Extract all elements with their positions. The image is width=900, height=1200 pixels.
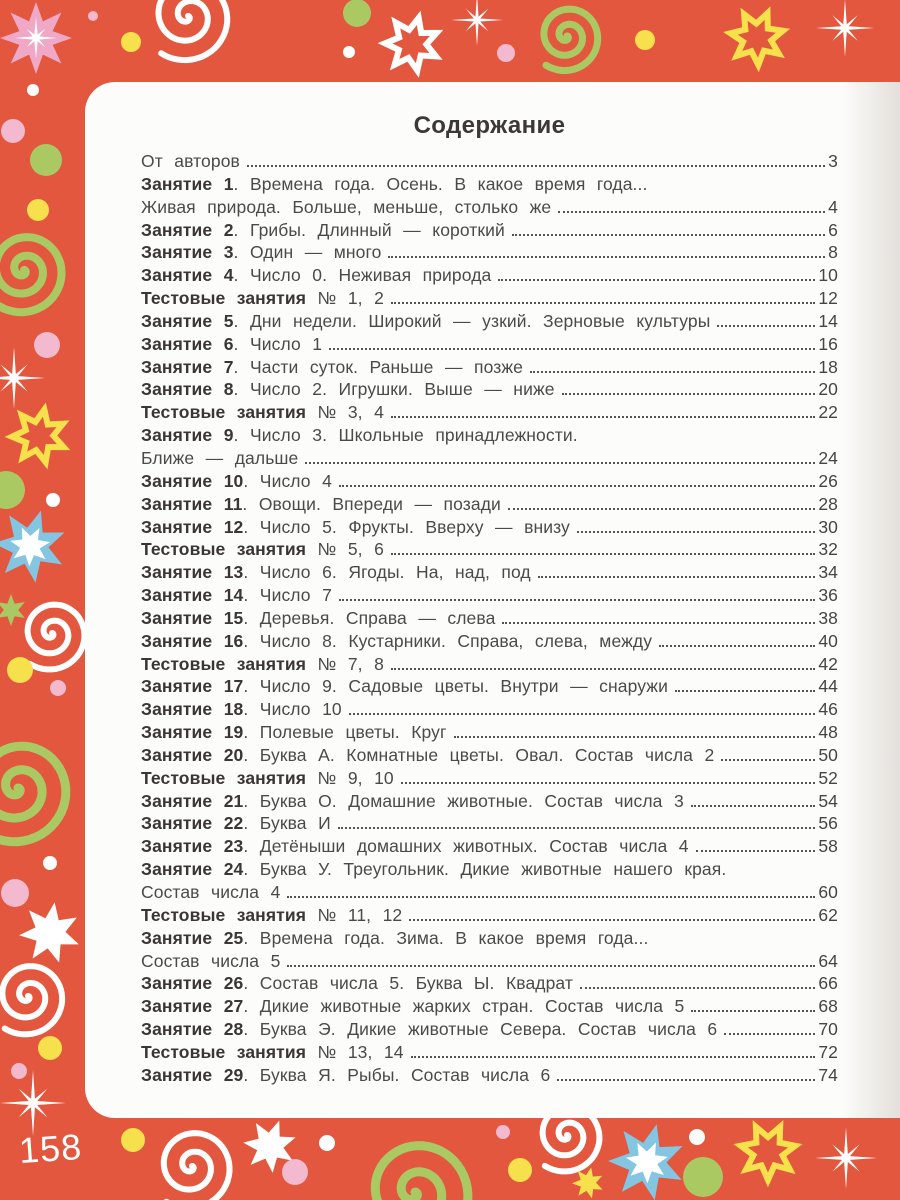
toc-entry-page: 32 <box>818 539 838 560</box>
toc-entry-title: Занятие 18. Число 10 <box>141 699 342 720</box>
toc-entry-page: 62 <box>818 904 838 925</box>
dot-leader <box>502 622 815 624</box>
toc-entry <box>141 790 838 813</box>
star-icon <box>0 0 74 76</box>
dot-icon <box>1 119 25 143</box>
toc-entry <box>141 1064 838 1087</box>
toc-entry <box>141 1018 838 1041</box>
dot-leader <box>724 1033 815 1035</box>
dot-leader <box>696 850 816 852</box>
toc-entry-page: 6 <box>828 219 838 240</box>
star-icon <box>719 0 795 76</box>
spiral-icon <box>134 0 242 70</box>
dot-icon <box>343 0 371 27</box>
toc-entry <box>141 287 838 310</box>
toc-entry <box>141 493 838 516</box>
dot-icon <box>689 1129 705 1145</box>
dot-leader <box>409 919 815 921</box>
toc-entry <box>141 470 838 493</box>
dot-leader <box>580 987 815 989</box>
star-icon <box>729 1113 807 1191</box>
toc-entry <box>141 653 838 676</box>
spiral-icon <box>342 1119 488 1200</box>
star-icon <box>374 6 450 82</box>
dot-leader <box>512 234 825 236</box>
toc-entry-title: Занятие 2. Грибы. Длинный — короткий <box>141 219 505 240</box>
star-icon <box>606 1121 688 1200</box>
toc-entry-page: 8 <box>828 242 838 263</box>
toc-entry <box>141 995 838 1018</box>
toc-entry-title: Занятие 21. Буква О. Домашние животные. Состав числа 3 <box>141 790 684 811</box>
toc-entry-page: 42 <box>818 653 838 674</box>
dot-leader <box>401 782 816 784</box>
toc-entry <box>141 561 838 584</box>
toc-entry <box>141 447 838 470</box>
toc-entry-title: Занятие 25. Времена года. Зима. В какое время года... <box>141 927 649 948</box>
toc-entry-page: 38 <box>818 607 838 628</box>
toc-entry-page: 18 <box>818 356 838 377</box>
toc-entry-page: 34 <box>818 562 838 583</box>
toc-entry-title: Состав числа 5 <box>141 950 281 971</box>
dot-leader <box>391 416 815 418</box>
toc-entry-title: Занятие 8. Число 2. Игрушки. Выше — ниже <box>141 379 555 400</box>
toc-entry <box>141 767 838 790</box>
toc-entry <box>141 378 838 401</box>
dot-leader <box>557 1079 815 1081</box>
dot-leader <box>329 348 815 350</box>
dot-leader <box>691 805 816 807</box>
dot-leader <box>339 485 815 487</box>
toc-entry <box>141 150 838 173</box>
toc-entry <box>141 264 838 287</box>
dot-leader <box>305 462 815 464</box>
dot-leader <box>411 1056 816 1058</box>
dot-leader <box>577 531 815 533</box>
toc-entry <box>141 173 838 196</box>
toc-entry <box>141 333 838 356</box>
toc-entry-page: 24 <box>818 447 838 468</box>
spiral-icon <box>522 0 612 81</box>
toc-entry <box>141 356 838 379</box>
dot-icon <box>38 1036 62 1060</box>
dot-leader <box>562 393 816 395</box>
toc-entry-title: Занятие 12. Число 5. Фрукты. Вверху — внизу <box>141 516 570 537</box>
toc-entry-title: Занятие 4. Число 0. Неживая природа <box>141 265 492 286</box>
spiral-icon <box>0 948 76 1044</box>
toc-entry-title: Занятие 10. Число 4 <box>141 470 332 491</box>
toc-entry-page: 10 <box>818 265 838 286</box>
dot-icon <box>50 680 66 696</box>
dot-icon <box>0 471 25 509</box>
toc-entry-title: Тестовые занятия № 11, 12 <box>141 904 403 925</box>
toc-entry-page: 4 <box>828 196 838 217</box>
toc-entry-title: Занятие 17. Число 9. Садовые цветы. Внутри — снаружи <box>141 676 668 697</box>
dot-leader <box>717 325 815 327</box>
toc-entry <box>141 927 838 950</box>
toc-entry <box>141 607 838 630</box>
toc-entry-title: Занятие 29. Буква Я. Рыбы. Состав числа 6 <box>141 1064 551 1085</box>
toc-entry-title: Занятие 20. Буква А. Комнатные цветы. Овал. Состав числа 2 <box>141 744 715 765</box>
dot-leader <box>691 1010 815 1012</box>
toc-entry-page: 30 <box>818 516 838 537</box>
dot-leader <box>659 645 815 647</box>
toc-entry <box>141 881 838 904</box>
toc-entry-page: 46 <box>818 699 838 720</box>
toc-entry-title: Занятие 22. Буква И <box>141 813 331 834</box>
sparkle-icon <box>813 1125 879 1191</box>
toc-entry <box>141 241 838 264</box>
toc-entry-title: От авторов <box>141 151 240 171</box>
toc-entry <box>141 196 838 219</box>
toc-entry-page: 12 <box>818 288 838 309</box>
toc-entry-page: 40 <box>818 630 838 651</box>
toc-entry <box>141 401 838 424</box>
toc-entry-page: 14 <box>818 310 838 331</box>
dot-icon <box>343 46 355 58</box>
toc-entry-page: 52 <box>818 767 838 788</box>
dot-icon <box>30 144 62 176</box>
star-icon <box>570 1165 606 1200</box>
toc-entry-title: Занятие 6. Число 1 <box>141 333 323 354</box>
toc-entry-page: 56 <box>818 813 838 834</box>
toc-entry <box>141 516 838 539</box>
dot-icon <box>7 657 33 683</box>
toc-entry-page: 20 <box>818 379 838 400</box>
toc-entry-title: Занятие 11. Овощи. Впереди — позади <box>141 493 501 514</box>
dot-icon <box>46 493 60 507</box>
sparkle-icon <box>449 0 505 48</box>
dot-leader <box>391 302 815 304</box>
dot-leader <box>558 211 825 213</box>
toc-content <box>141 112 838 1087</box>
toc-entry <box>141 744 838 767</box>
toc-entry-page: 68 <box>818 996 838 1017</box>
dot-leader <box>338 827 816 829</box>
toc-entry-title: Занятие 13. Число 6. Ягоды. На, над, под <box>141 562 531 583</box>
page-number: 158 <box>17 1125 84 1172</box>
toc-entry-title: Занятие 7. Части суток. Раньше — позже <box>141 356 523 377</box>
dot-icon <box>282 1159 308 1185</box>
dot-leader <box>508 508 815 510</box>
toc-entry-title: Занятие 28. Буква Э. Дикие животные Севера. Состав числа 6 <box>141 1019 718 1040</box>
dot-leader <box>339 599 815 601</box>
toc-entry <box>141 835 838 858</box>
dot-leader <box>388 256 825 258</box>
dot-icon <box>27 84 39 96</box>
dot-icon <box>319 1135 335 1151</box>
toc-entry-title: Занятие 14. Число 7 <box>141 585 332 606</box>
toc-entry <box>141 219 838 242</box>
dot-leader <box>721 759 815 761</box>
dot-leader <box>247 165 825 167</box>
dot-icon <box>496 1125 510 1139</box>
dot-leader <box>454 736 816 738</box>
dot-icon <box>683 1157 723 1197</box>
toc-entry-page: 48 <box>818 722 838 743</box>
dot-leader <box>538 576 816 578</box>
toc-entry <box>141 424 838 447</box>
toc-entry-title: Тестовые занятия № 9, 10 <box>141 767 394 788</box>
toc-entry <box>141 584 838 607</box>
spiral-icon <box>0 216 78 324</box>
toc-entry-page: 26 <box>818 470 838 491</box>
toc-entry-page: 16 <box>818 333 838 354</box>
toc-entry <box>141 630 838 653</box>
toc-entry-page: 50 <box>818 744 838 765</box>
toc-entry-title: Занятие 24. Буква У. Треугольник. Дикие животные нашего края. <box>141 859 727 880</box>
toc-entry-title: Занятие 1. Времена года. Осень. В какое время года... <box>141 173 648 194</box>
toc-entry-title: Занятие 26. Состав числа 5. Буква Ы. Квадрат <box>141 973 573 994</box>
dot-icon <box>635 30 655 50</box>
toc-entry-title: Тестовые занятия № 5, 6 <box>141 539 384 560</box>
toc-entry <box>141 950 838 973</box>
star-icon <box>1 398 77 474</box>
toc-entry-title: Ближе — дальше <box>141 447 299 468</box>
toc-entry-title: Занятие 15. Деревья. Справа — слева <box>141 607 496 628</box>
toc-entry-title: Состав числа 4 <box>141 882 281 902</box>
toc-entry-title: Тестовые занятия № 13, 14 <box>141 1041 404 1062</box>
toc-entry-page: 36 <box>818 585 838 606</box>
toc-entry-title: Тестовые занятия № 7, 8 <box>141 653 384 674</box>
toc-entry-page: 74 <box>818 1064 838 1085</box>
toc-entry-page: 22 <box>818 402 838 423</box>
toc-entry-title: Живая природа. Больше, меньше, столько же <box>141 196 552 217</box>
toc-entry <box>141 675 838 698</box>
toc-entry-page: 3 <box>828 151 838 171</box>
dot-leader <box>287 965 815 967</box>
toc-entry <box>141 1041 838 1064</box>
toc-entry <box>141 538 838 561</box>
dot-icon <box>43 856 57 870</box>
toc-entry-title: Занятие 9. Число 3. Школьные принадлежности. <box>141 425 578 446</box>
toc-entry-title: Занятие 5. Дни недели. Широкий — узкий. Зерновые культуры <box>141 310 711 331</box>
star-icon <box>0 507 69 585</box>
toc-entry-page: 44 <box>818 676 838 697</box>
dot-icon <box>88 11 98 21</box>
page-edge-shadow <box>842 82 900 1118</box>
toc-entry-title: Тестовые занятия № 1, 2 <box>141 288 384 309</box>
toc-entry-page: 60 <box>818 882 838 902</box>
dot-leader <box>391 668 815 670</box>
toc-entry <box>141 858 838 881</box>
toc-entry-page: 28 <box>818 493 838 514</box>
toc-entry-title: Занятие 23. Детёныши домашних животных. Состав числа 4 <box>141 836 689 857</box>
dot-icon <box>497 44 515 62</box>
toc-entry <box>141 812 838 835</box>
sparkle-icon <box>814 0 876 59</box>
dot-leader <box>287 896 815 898</box>
content-page <box>85 82 900 1118</box>
toc-entry-page: 54 <box>818 790 838 811</box>
spiral-icon <box>0 721 85 855</box>
toc-entry <box>141 698 838 721</box>
toc-entry-title: Тестовые занятия № 3, 4 <box>141 402 384 423</box>
dot-leader <box>391 553 815 555</box>
toc-entry <box>141 721 838 744</box>
toc-entry-title: Занятие 27. Дикие животные жарких стран. Состав числа 5 <box>141 996 685 1017</box>
toc-entry-page: 66 <box>818 973 838 994</box>
toc-entry-title: Занятие 19. Полевые цветы. Круг <box>141 722 447 743</box>
table-of-contents <box>141 150 838 1087</box>
toc-entry-page: 72 <box>818 1041 838 1062</box>
dot-leader <box>530 371 815 373</box>
spiral-icon <box>140 1114 244 1200</box>
toc-entry <box>141 972 838 995</box>
toc-entry <box>141 904 838 927</box>
toc-entry-page: 64 <box>818 950 838 971</box>
toc-entry-title: Занятие 16. Число 8. Кустарники. Справа, слева, между <box>141 630 653 651</box>
dot-leader <box>349 713 816 715</box>
toc-entry-page: 70 <box>818 1019 838 1040</box>
toc-entry-title: Занятие 3. Один — много <box>141 242 382 263</box>
page-title: Содержание <box>413 112 566 139</box>
toc-entry-page: 58 <box>818 836 838 857</box>
dot-leader <box>675 690 815 692</box>
toc-entry <box>141 310 838 333</box>
dot-leader <box>498 279 815 281</box>
